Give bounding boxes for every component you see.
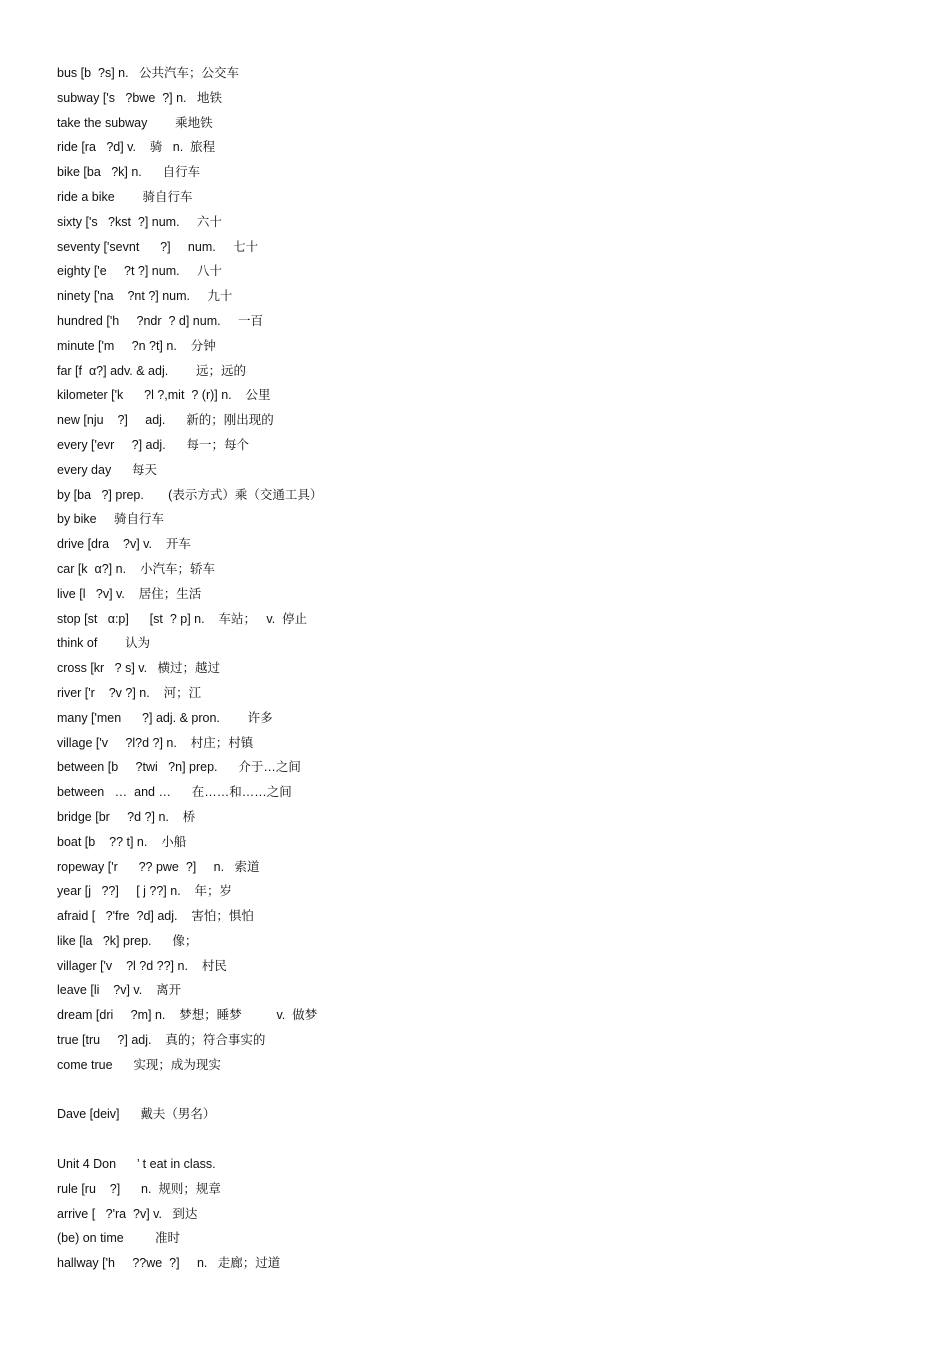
vocab-line: boat [b ?? t] n. 小船 — [57, 834, 187, 849]
blank-line — [57, 1078, 917, 1103]
vocab-line: afraid [ ?'fre ?d] adj. 害怕；惧怕 — [57, 909, 254, 924]
vocab-line: car [k α?] n. 小汽车；轿车 — [57, 561, 215, 576]
vocab-line: hundred ['h ?ndr ? d] num. 一百 — [57, 313, 263, 328]
vocab-line: bike [ba ?k] n. 自行车 — [57, 165, 201, 180]
vocab-line: by [ba ?] prep. (表示方式）乘（交通工具） — [57, 487, 323, 502]
vocab-line: Unit 4 Don ’ t eat in class. — [57, 1157, 216, 1172]
vocab-line: minute ['m ?n ?t] n. 分钟 — [57, 338, 216, 353]
vocab-line: villager ['v ?l ?d ??] n. 村民 — [57, 958, 227, 973]
vocabulary-list — [57, 61, 917, 1276]
vocab-line: Dave [deiv] 戴夫（男名） — [57, 1107, 216, 1122]
vocab-line: hallway ['h ??we ?] n. 走廊；过道 — [57, 1256, 281, 1271]
vocab-line: arrive [ ?'ra ?v] v. 到达 — [57, 1206, 198, 1221]
vocab-line: take the subway 乘地铁 — [57, 115, 213, 130]
vocab-line: live [l ?v] v. 居住；生活 — [57, 586, 202, 601]
blank-line — [57, 1127, 917, 1152]
vocab-line: many ['men ?] adj. & pron. 许多 — [57, 710, 273, 725]
vocab-line: like [la ?k] prep. 像； — [57, 933, 198, 948]
vocab-line: bus [b ?s] n. 公共汽车；公交车 — [57, 66, 239, 80]
vocab-line: seventy ['sevnt ?] num. 七十 — [57, 239, 259, 254]
vocab-line: ride [ra ?d] v. 骑 n. 旅程 — [57, 140, 216, 155]
vocab-line: kilometer ['k ?l ?,mit ? (r)] n. 公里 — [57, 388, 271, 403]
vocab-line: drive [dra ?v] v. 开车 — [57, 537, 191, 552]
vocab-line: every day 每天 — [57, 462, 158, 477]
vocab-line: leave [li ?v] v. 离开 — [57, 983, 182, 998]
vocab-line: ride a bike 骑自行车 — [57, 189, 193, 204]
vocab-line: village ['v ?l?d ?] n. 村庄；村镇 — [57, 735, 254, 750]
vocab-line: rule [ru ?] n. 规则；规章 — [57, 1181, 221, 1196]
vocab-line: true [tru ?] adj. 真的；符合事实的 — [57, 1033, 266, 1048]
vocab-line: between … and … 在……和……之间 — [57, 785, 292, 800]
vocab-line: come true 实现；成为现实 — [57, 1057, 221, 1072]
vocab-line: every ['evr ?] adj. 每一；每个 — [57, 437, 250, 452]
vocab-line: (be) on time 准时 — [57, 1231, 180, 1246]
vocab-line: sixty ['s ?kst ?] num. 六十 — [57, 214, 222, 229]
vocab-line: by bike 骑自行车 — [57, 512, 164, 527]
vocab-line: think of 认为 — [57, 636, 151, 651]
vocab-line: year [j ??] [ j ??] n. 年；岁 — [57, 884, 233, 899]
vocab-line: subway ['s ?bwe ?] n. 地铁 — [57, 90, 222, 105]
vocab-line: cross [kr ? s] v. 横过；越过 — [57, 661, 220, 676]
vocab-line: far [f α?] adv. & adj. 远；远的 — [57, 363, 246, 378]
vocab-line: bridge [br ?d ?] n. 桥 — [57, 809, 196, 824]
vocab-line: new [nju ?] adj. 新的；刚出现的 — [57, 413, 274, 428]
vocab-line: eighty ['e ?t ?] num. 八十 — [57, 264, 222, 279]
vocab-line: ninety ['na ?nt ?] num. 九十 — [57, 289, 233, 304]
vocab-line: stop [st α:p] [st ? p] n. 车站； v. 停止 — [57, 611, 308, 626]
vocab-line: between [b ?twi ?n] prep. 介于…之间 — [57, 760, 301, 775]
vocab-line: dream [dri ?m] n. 梦想；睡梦 v. 做梦 — [57, 1008, 318, 1023]
vocab-line: ropeway ['r ?? pwe ?] n. 索道 — [57, 859, 260, 874]
vocab-line: river ['r ?v ?] n. 河；江 — [57, 685, 202, 700]
